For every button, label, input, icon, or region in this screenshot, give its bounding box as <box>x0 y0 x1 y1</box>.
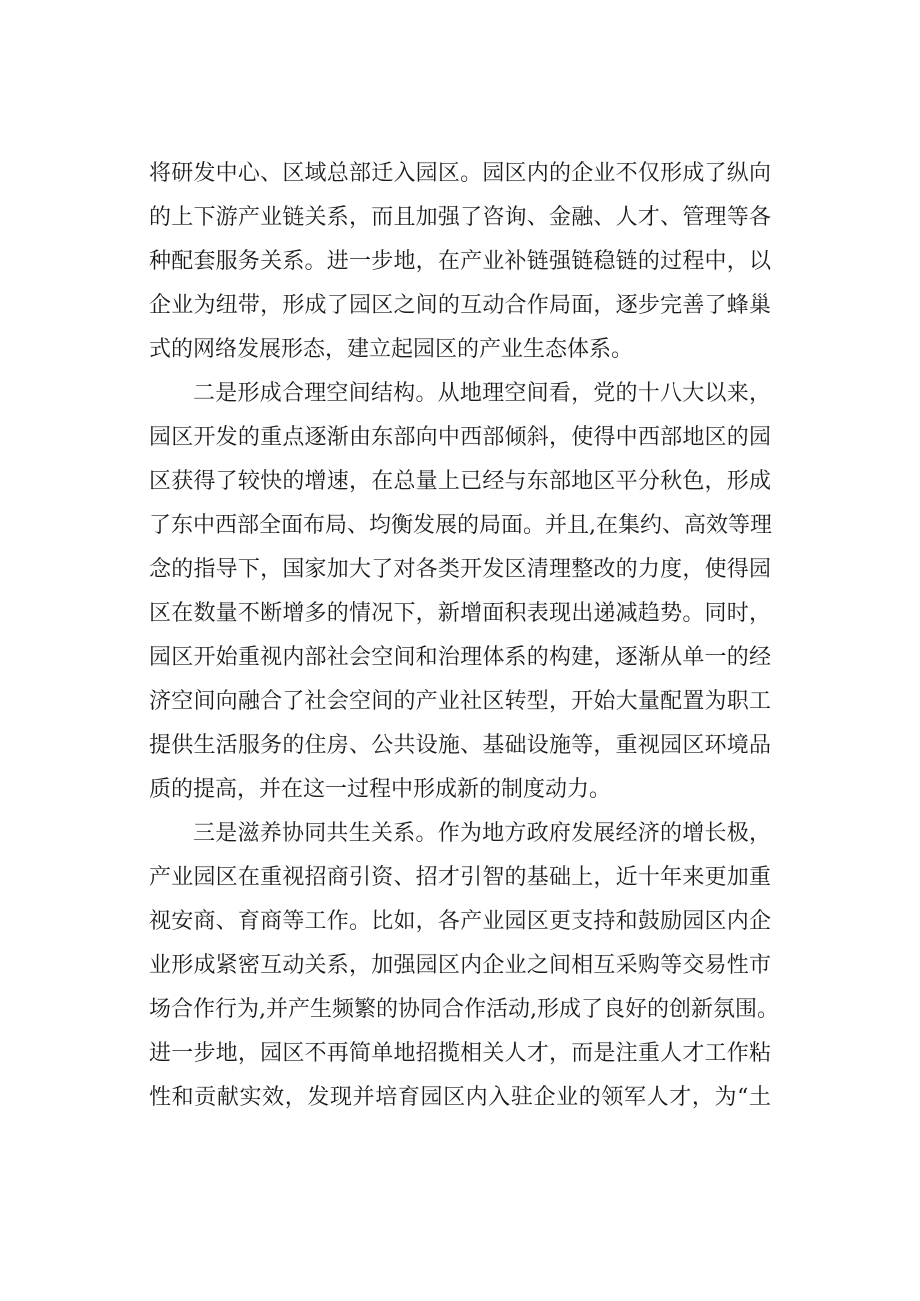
text-line: 视安商、育商等工作。比如，各产业园区更支持和鼓励园区内企 <box>149 909 771 934</box>
text-line: 提供生活服务的住房、公共设施、基础设施等，重视园区环境品 <box>149 733 771 758</box>
text-line: 园区开发的重点逐渐由东部向中西部倾斜，使得中西部地区的园 <box>149 425 771 450</box>
text-line: 了东中西部全面布局、均衡发展的局面。并且,在集约、高效等理 <box>149 513 772 538</box>
text-line: 产业园区在重视招商引资、招才引智的基础上，近十年来更加重 <box>149 865 771 890</box>
text-line: 种配套服务关系。进一步地，在产业补链强链稳链的过程中，以 <box>149 249 771 274</box>
text-line: 二是形成合理空间结构。从地理空间看，党的十八大以来， <box>193 381 771 406</box>
text-line: 三是滋养协同共生关系。作为地方政府发展经济的增长极， <box>193 821 771 846</box>
text-line: 质的提高，并在这一过程中形成新的制度动力。 <box>149 777 612 802</box>
text-line: 企业为纽带，形成了园区之间的互动合作局面，逐步完善了蜂巢 <box>149 293 771 318</box>
document-body <box>149 152 779 1120</box>
text-line: 将研发中心、区域总部迁入园区。园区内的企业不仅形成了纵向 <box>149 161 771 186</box>
text-line: 园区开始重视内部社会空间和治理体系的构建，逐渐从单一的经 <box>149 645 771 670</box>
paragraph <box>149 812 779 1120</box>
text-line: 念的指导下，国家加大了对各类开发区清理整改的力度，使得园 <box>149 557 771 582</box>
text-line: 的上下游产业链关系，而且加强了咨询、金融、人才、管理等各 <box>149 205 771 230</box>
text-line: 性和贡献实效，发现并培育园区内入驻企业的领军人才，为“土 <box>149 1085 771 1110</box>
text-line: 区获得了较快的增速，在总量上已经与东部地区平分秋色，形成 <box>149 469 771 494</box>
text-line: 式的网络发展形态，建立起园区的产业生态体系。 <box>149 337 634 362</box>
paragraph <box>149 152 771 372</box>
text-line: 济空间向融合了社会空间的产业社区转型，开始大量配置为职工 <box>149 689 771 714</box>
text-line: 区在数量不断增多的情况下，新增面积表现出递减趋势。同时， <box>149 601 771 626</box>
text-line: 业形成紧密互动关系，加强园区内企业之间相互采购等交易性市 <box>149 953 771 978</box>
text-line: 场合作行为,并产生频繁的协同合作活动,形成了良好的创新氛围。 <box>149 997 779 1022</box>
paragraph <box>149 372 771 812</box>
text-line: 进一步地，园区不再简单地招揽相关人才，而是注重人才工作粘 <box>149 1041 771 1066</box>
